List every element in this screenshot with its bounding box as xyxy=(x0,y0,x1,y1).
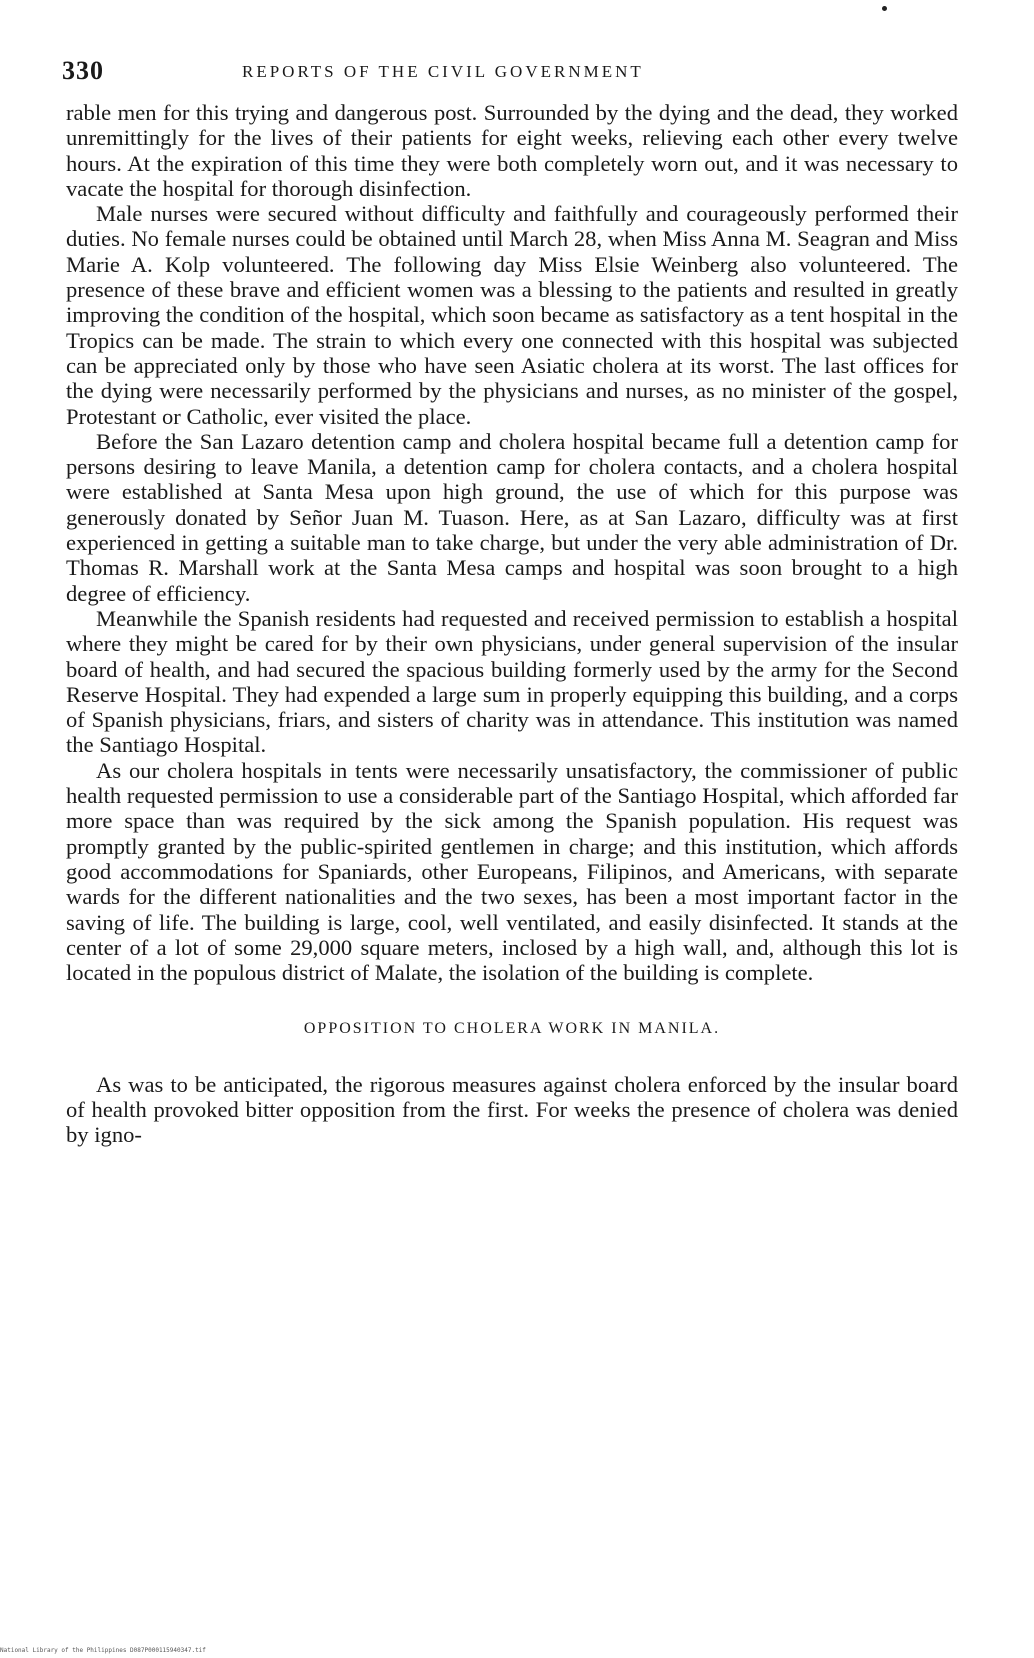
paragraph-continued: rable men for this trying and dangerous post. Surrounded by the dying and the dead, they worked unremittingly for the lives of their patients for eight weeks, relieving each other every twelve hours. At the expiration of this time they were both completely worn out, and it was necessary to vacate the hospital for thorough disinfection. xyxy=(66,100,958,201)
page-number: 330 xyxy=(62,56,104,85)
page-header xyxy=(62,56,962,92)
running-head: REPORTS OF THE CIVIL GOVERNMENT xyxy=(242,62,644,81)
section-heading: OPPOSITION TO CHOLERA WORK IN MANILA. xyxy=(303,1020,721,1038)
paragraph-male-nurses: Male nurses were secured without difficulty and faithfully and courageously performed their duties. No female nurses could be obtained until March 28, when Miss Anna M. Seagran and Miss Marie A. Kolp volunteered. The following day Miss Elsie Weinberg also volunteered. The presence of these brave and efficient women was a blessing to the patients and resulted in greatly improving the condition of the hospital, which soon became as satisfactory as a tent hospital in the Tropics can be made. The strain to which every one connected with this hospital was subjected can be appreciated only by those who have seen Asiatic cholera at its worst. The last offices for the dying were necessarily performed by the physicians and nurses, as no minister of the gospel, Protestant or Catholic, ever visited the place. xyxy=(66,201,958,429)
scan-footer: National Library of the Philippines D087P000115940347.tif xyxy=(0,1647,206,1654)
ink-speck xyxy=(882,6,887,11)
paragraph-spanish-residents: Meanwhile the Spanish residents had requested and received permission to establish a hospital where they might be cared for by their own physicians, under general supervision of the insular board of health, and had secured the spacious building formerly used by the army for the Second Reserve Hospital. They had expended a large sum in properly equipping this building, and a corps of Spanish physicians, friars, and sisters of charity was in attendance. This institution was named the Santiago Hospital. xyxy=(66,605,958,758)
paragraph-opposition: As was to be anticipated, the rigorous measures against cholera enforced by the insular board of health provoked bitter opposition from the first. For weeks the presence of cholera was denied by igno- xyxy=(66,1071,958,1148)
paragraph-santa-mesa: Before the San Lazaro detention camp and cholera hospital became full a detention camp for persons desiring to leave Manila, a detention camp for cholera contacts, and a cholera hospital were established at Santa Mesa upon high ground, the use of which for this purpose was generously donated by Señor Juan M. Tuason. Here, as at San Lazaro, difficulty was at first experienced in getting a suitable man to take charge, but under the very able administration of Dr. Thomas R. Marshall work at the Santa Mesa camps and hospital was soon brought to a high degree of efficiency. xyxy=(66,428,958,606)
page-body xyxy=(66,100,958,1148)
paragraph-santiago-hospital: As our cholera hospitals in tents were necessarily unsatisfactory, the commissioner of public health requested permission to use a considerable part of the Santiago Hospital, which afforded far more space than was required by the sick among the Spanish population. His request was promptly granted by the public-spirited gentlemen in charge; and this institution, which affords good accommodations for Spaniards, other Europeans, Filipinos, and Americans, with separate wards for the different nationalities and the two sexes, has been a most important factor in the saving of life. The building is large, cool, well ventilated, and easily disinfected. It stands at the center of a lot of some 29,000 square meters, inclosed by a high wall, and, although this lot is located in the populous district of Malate, the isolation of the building is complete. xyxy=(66,757,958,986)
